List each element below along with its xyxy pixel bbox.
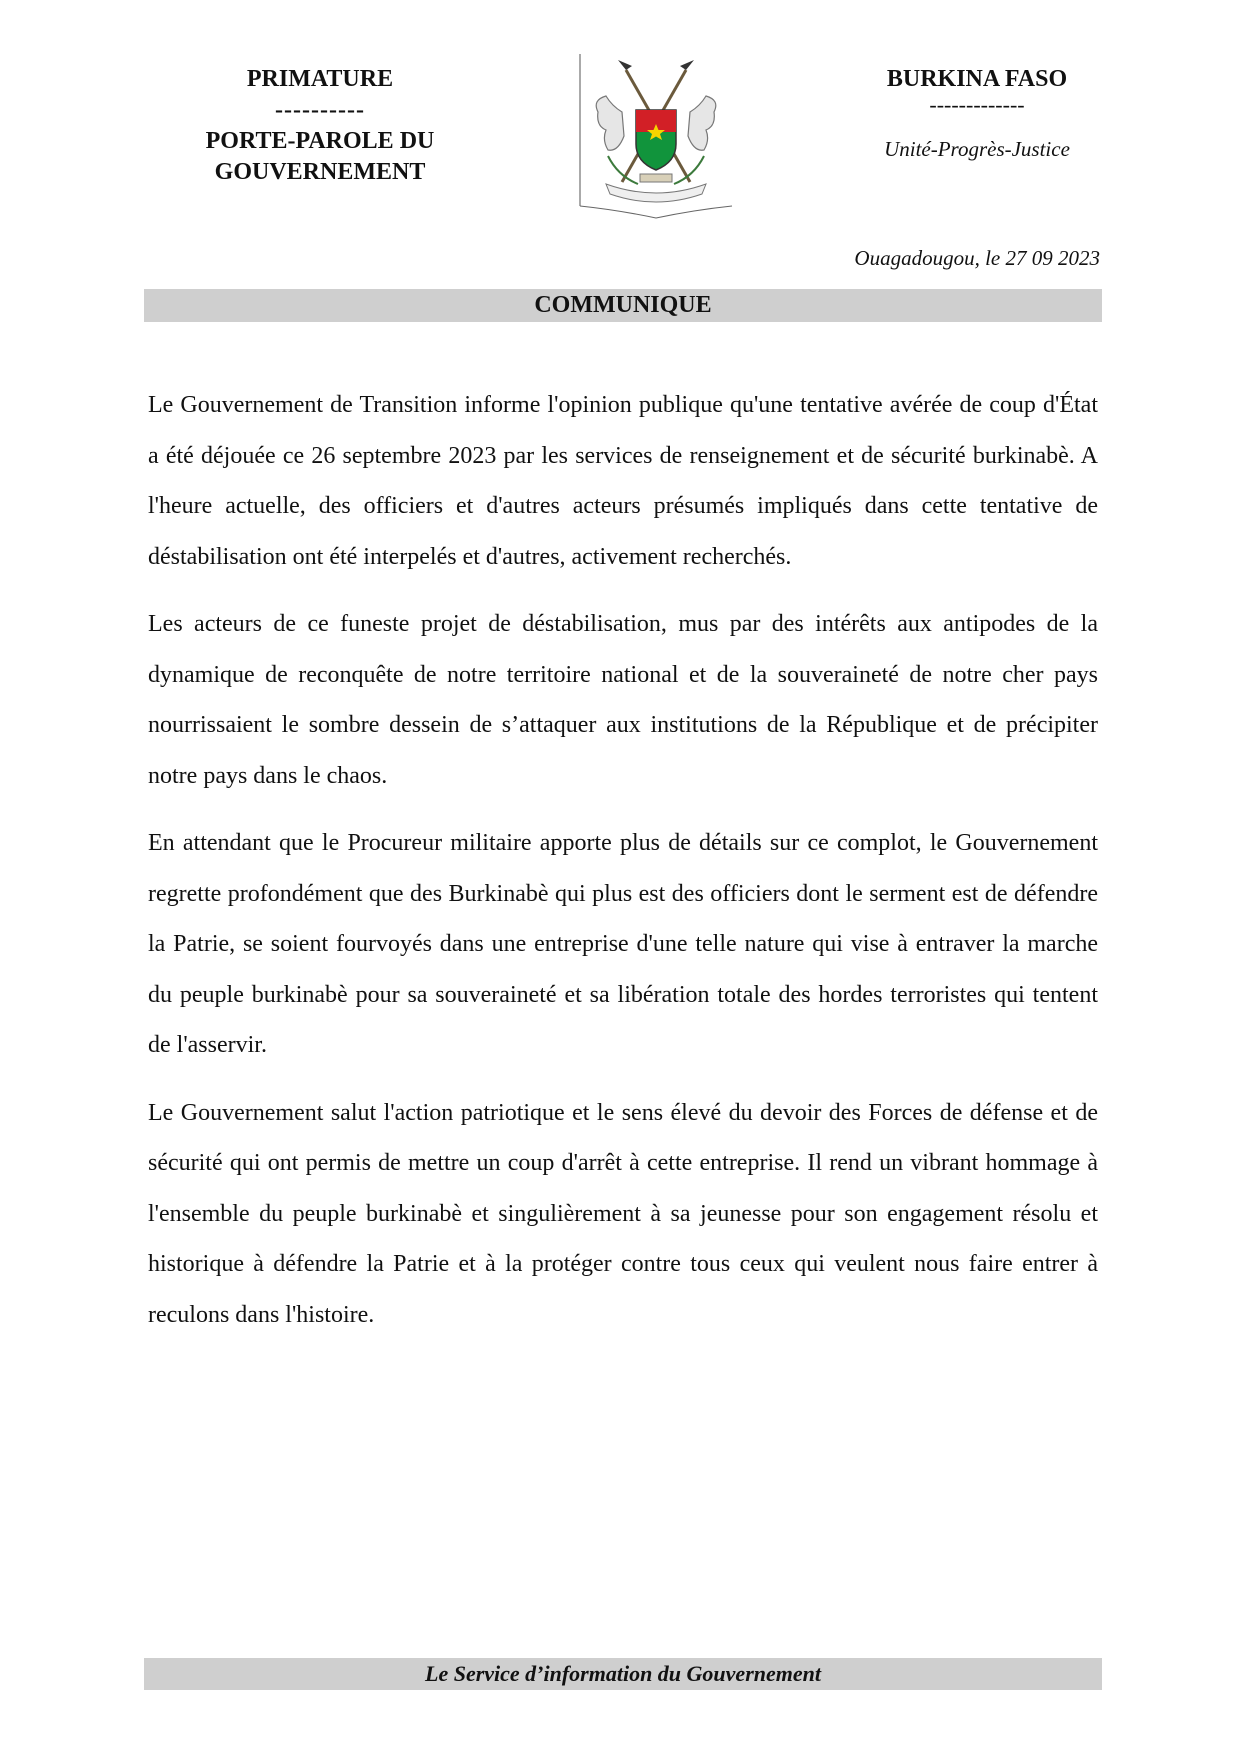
coat-of-arms-icon [578,52,734,220]
office-name: PRIMATURE [246,66,394,92]
paragraph-2: Les acteurs de ce funeste projet de déstabilisation, mus par des intérêts aux antipodes de la dynamique de reconquête de notre territoire national et de la souveraineté de notre cher pays nourrissaient le sombre dessein de s’attaquer aux institutions de la République et de précipiter notre pays dans le chaos. [148,611,1098,789]
country-block [812,64,1142,162]
country-name: BURKINA FASO [886,66,1068,92]
paragraph-1: Le Gouvernement de Transition informe l'opinion publique qu'une tentative avérée de coup d'État a été déjouée ce 26 septembre 2023 par les services de renseignement et de sécurité burkinabè. A l'heure actuelle, des officiers et d'autres acteurs présumés impliqués dans cette tentative de déstabilisation ont été interpelés et d'autres, activement recherchés. [148,392,1098,570]
communique-body [148,380,1098,1357]
paragraph-4: Le Gouvernement salut l'action patriotique et le sens élevé du devoir des Forces de défense et de sécurité qui ont permis de mettre un coup d'arrêt à cette entreprise. Il rend un vibrant hommage à l'ensemble du peuple burkinabè et singulièrement à sa jeunesse pour son engagement résolu et historique à défendre la Patrie et à la protéger contre tous ceux qui veulent nous faire entrer à reculons dans l'histoire. [148,1099,1098,1328]
department-line-1: PORTE-PAROLE DU [205,128,435,154]
footer-signature: Le Service d’information du Gouvernement [144,1658,1102,1690]
paragraph-3: En attendant que le Procureur militaire apporte plus de détails sur ce complot, le Gouvernement regrette profondément que des Burkinabè qui plus est des officiers dont le serment est de défendre la Patrie, se soient fourvoyés dans une entreprise d'une telle nature qui vise à entraver la marche du peuple burkinabè pour sa souveraineté et sa libération totale des hordes terroristes qui tentent de l'asservir. [148,830,1098,1058]
separator: ---------- [275,97,365,123]
document-title: COMMUNIQUE [144,289,1102,322]
department-line-2: GOUVERNEMENT [214,159,426,185]
national-motto: Unité-Progrès-Justice [884,137,1070,161]
issuer-block [150,64,490,188]
document-date: Ouagadougou, le 27 09 2023 [854,246,1100,270]
separator: ------------- [929,92,1025,117]
